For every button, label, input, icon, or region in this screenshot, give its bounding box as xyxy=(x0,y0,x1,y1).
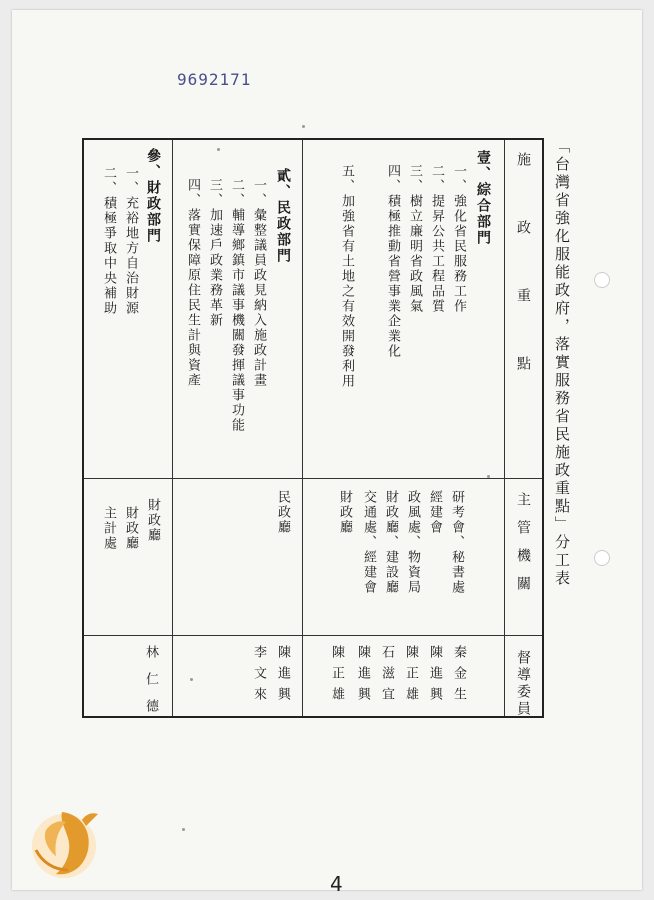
header-focus: 施政重點 xyxy=(515,152,531,424)
speck xyxy=(487,475,490,478)
section-2-item-1: 一、彙整議員政見納入施政計畫 xyxy=(251,178,266,388)
speck xyxy=(182,828,185,831)
section-3-supervisor-1: 林仁德 xyxy=(143,645,158,726)
assignment-table xyxy=(82,138,544,726)
section-1-supervisor-3: 陳正雄 xyxy=(403,645,418,708)
header-agency: 主管機關 xyxy=(515,492,531,604)
section-3-category: 參、財政部門 xyxy=(145,148,161,244)
section-1-agency-3: 政風處、物資局 xyxy=(405,490,420,595)
section-1-supervisor-2: 陳進興 xyxy=(427,645,442,708)
section-2-category: 貳、民政部門 xyxy=(275,168,291,264)
section-1-agency-4: 財政廳、建設廳 xyxy=(383,490,398,595)
section-1-item-2: 二、提昇公共工程品質 xyxy=(429,164,444,314)
speck xyxy=(190,678,193,681)
binder-hole-top xyxy=(594,272,610,288)
section-2-item-4: 四、落實保障原住民生計與資產 xyxy=(185,178,200,388)
binder-hole-bottom xyxy=(594,550,610,566)
section-3-item-2: 二、積極爭取中央補助 xyxy=(101,166,116,316)
section-1-agency-1: 研考會、秘書處 xyxy=(449,490,464,595)
document-number: 9692171 xyxy=(177,70,252,89)
section-2-item-2: 二、輔導鄉鎮市議事機關發揮議事功能 xyxy=(229,178,244,433)
row-divider-2 xyxy=(84,635,542,636)
section-1-agency-6: 財政廳 xyxy=(337,490,352,535)
section-3-agency-1: 財政廳 xyxy=(145,498,160,543)
archive-logo-icon xyxy=(22,800,112,882)
section-1-agency-5: 交通處、經建會 xyxy=(361,490,376,595)
section-3-item-1: 一、充裕地方自治財源 xyxy=(123,166,138,316)
section-1-item-3: 三、樹立廉明省政風氣 xyxy=(407,164,422,314)
section-2-item-3: 三、加速戶政業務革新 xyxy=(207,178,222,328)
section-1-agency-2: 經建會 xyxy=(427,490,442,535)
section-2-agency-1: 民政廳 xyxy=(275,490,290,535)
section-1-supervisor-1: 秦金生 xyxy=(451,645,466,708)
section-2-supervisor-2: 李文來 xyxy=(251,645,266,708)
section-1-supervisor-4: 石滋宜 xyxy=(379,645,394,708)
section-1-category: 壹、綜合部門 xyxy=(475,150,491,246)
section-3-agency-3: 主計處 xyxy=(101,506,116,551)
document-title: 「台灣省強化服能政府，落實服務省民施政重點」分工表 xyxy=(553,138,571,588)
document-page xyxy=(12,10,642,896)
section-1-supervisor-6: 陳正雄 xyxy=(329,645,344,708)
header-column-divider xyxy=(504,140,505,716)
section-1-item-4: 四、積極推動省營事業企業化 xyxy=(385,164,400,359)
section-1-item-1: 一、強化省民服務工作 xyxy=(451,164,466,314)
section-divider-1 xyxy=(302,140,303,716)
section-1-item-5: 五、加強省有土地之有效開發利用 xyxy=(339,164,354,389)
speck xyxy=(302,125,305,128)
row-divider-1 xyxy=(84,478,542,479)
section-divider-2 xyxy=(172,140,173,716)
section-3-agency-2: 財政廳 xyxy=(123,506,138,551)
page-number: 4 xyxy=(330,872,343,896)
section-1-supervisor-5: 陳進興 xyxy=(355,645,370,708)
header-supervisor: 督導委員 xyxy=(515,650,531,718)
section-2-supervisor-1: 陳進興 xyxy=(275,645,290,708)
speck xyxy=(217,148,220,151)
